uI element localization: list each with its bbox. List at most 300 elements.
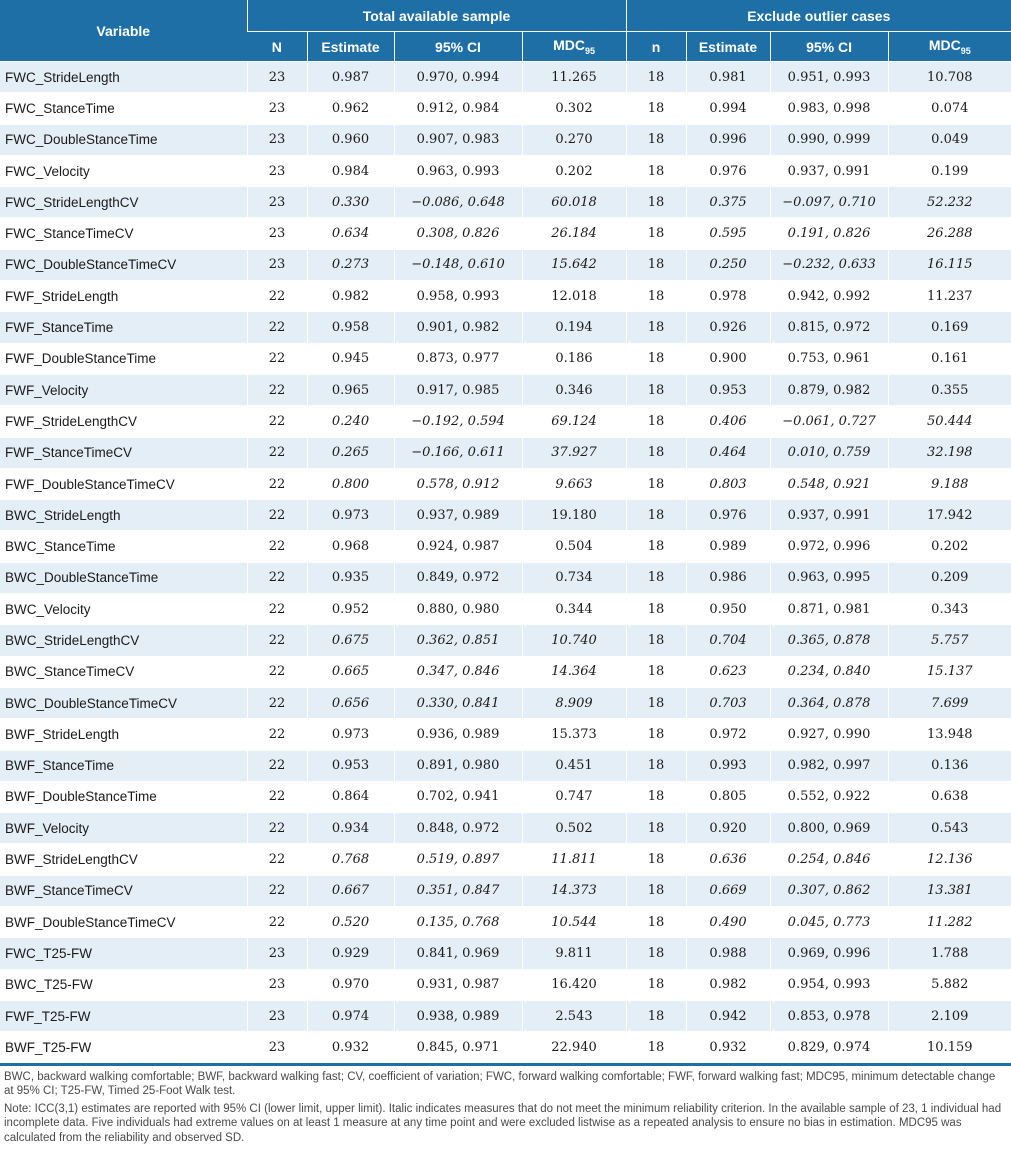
cell-variable: BWF_Velocity <box>0 813 247 844</box>
cell-n-exclude: 18 <box>626 468 686 499</box>
cell-estimate-total: 0.945 <box>307 343 394 374</box>
cell-mdc-total: 0.202 <box>522 155 626 186</box>
cell-ci-exclude: 0.937, 0.991 <box>770 500 888 531</box>
cell-ci-exclude: −0.061, 0.727 <box>770 406 888 437</box>
table-row <box>0 781 1011 812</box>
cell-n-total: 23 <box>247 1032 307 1064</box>
cell-estimate-exclude: 0.982 <box>686 969 770 1000</box>
cell-n-total: 23 <box>247 249 307 280</box>
cell-ci-total: 0.578, 0.912 <box>394 468 522 499</box>
cell-variable: BWC_DoubleStanceTime <box>0 562 247 593</box>
cell-estimate-total: 0.974 <box>307 1000 394 1031</box>
cell-n-exclude: 18 <box>626 155 686 186</box>
cell-estimate-total: 0.665 <box>307 656 394 687</box>
cell-ci-exclude: 0.010, 0.759 <box>770 437 888 468</box>
header-estimate-exclude: Estimate <box>686 32 770 62</box>
cell-estimate-total: 0.634 <box>307 218 394 249</box>
cell-estimate-exclude: 0.989 <box>686 531 770 562</box>
cell-mdc-total: 10.740 <box>522 625 626 656</box>
cell-variable: FWC_DoubleStanceTimeCV <box>0 249 247 280</box>
cell-n-total: 22 <box>247 813 307 844</box>
cell-estimate-exclude: 0.464 <box>686 437 770 468</box>
cell-ci-total: 0.845, 0.971 <box>394 1032 522 1064</box>
cell-mdc-exclude: 0.209 <box>888 562 1011 593</box>
cell-ci-exclude: 0.815, 0.972 <box>770 312 888 343</box>
cell-variable: FWF_DoubleStanceTime <box>0 343 247 374</box>
cell-n-exclude: 18 <box>626 500 686 531</box>
cell-n-exclude: 18 <box>626 750 686 781</box>
cell-mdc-exclude: 9.188 <box>888 468 1011 499</box>
cell-ci-exclude: 0.552, 0.922 <box>770 781 888 812</box>
cell-mdc-exclude: 15.137 <box>888 656 1011 687</box>
cell-mdc-exclude: 0.543 <box>888 813 1011 844</box>
cell-mdc-total: 2.543 <box>522 1000 626 1031</box>
cell-n-exclude: 18 <box>626 625 686 656</box>
cell-mdc-exclude: 0.638 <box>888 781 1011 812</box>
cell-mdc-total: 0.504 <box>522 531 626 562</box>
cell-ci-exclude: 0.191, 0.826 <box>770 218 888 249</box>
cell-variable: BWC_T25-FW <box>0 969 247 1000</box>
cell-ci-total: 0.901, 0.982 <box>394 312 522 343</box>
table-row <box>0 594 1011 625</box>
cell-ci-exclude: 0.045, 0.773 <box>770 907 888 938</box>
cell-variable: FWC_StanceTimeCV <box>0 218 247 249</box>
cell-n-exclude: 18 <box>626 938 686 969</box>
table-row <box>0 844 1011 875</box>
cell-mdc-total: 0.747 <box>522 781 626 812</box>
cell-estimate-total: 0.934 <box>307 813 394 844</box>
cell-mdc-total: 9.663 <box>522 468 626 499</box>
cell-mdc-total: 11.811 <box>522 844 626 875</box>
cell-mdc-exclude: 11.282 <box>888 907 1011 938</box>
cell-ci-total: 0.970, 0.994 <box>394 62 522 93</box>
cell-estimate-exclude: 0.703 <box>686 687 770 718</box>
header-estimate-total: Estimate <box>307 32 394 62</box>
cell-estimate-exclude: 0.993 <box>686 750 770 781</box>
cell-mdc-total: 10.544 <box>522 907 626 938</box>
cell-n-total: 22 <box>247 594 307 625</box>
cell-ci-total: 0.841, 0.969 <box>394 938 522 969</box>
cell-mdc-total: 14.364 <box>522 656 626 687</box>
cell-estimate-exclude: 0.932 <box>686 1032 770 1064</box>
cell-n-exclude: 18 <box>626 437 686 468</box>
cell-variable: BWF_StrideLengthCV <box>0 844 247 875</box>
cell-estimate-total: 0.800 <box>307 468 394 499</box>
table-row <box>0 187 1011 218</box>
cell-ci-exclude: 0.879, 0.982 <box>770 374 888 405</box>
cell-n-total: 22 <box>247 343 307 374</box>
cell-n-total: 22 <box>247 781 307 812</box>
cell-n-exclude: 18 <box>626 281 686 312</box>
cell-n-exclude: 18 <box>626 187 686 218</box>
cell-ci-total: 0.362, 0.851 <box>394 625 522 656</box>
header-mdc-label: MDC <box>553 37 585 53</box>
cell-n-exclude: 18 <box>626 62 686 93</box>
cell-estimate-exclude: 0.972 <box>686 719 770 750</box>
cell-estimate-total: 0.960 <box>307 124 394 155</box>
footnote-note: Note: ICC(3,1) estimates are reported with 95% CI (lower limit, upper limit). Italic indicates measures that do not meet the minimum reliability criterion. In the available sample of 23, 1 individual had incomplete data. Five individuals had extreme values on at least 1 measure at any time point and were excluded listwise as a repeated analysis to ensure no bias in estimation. MDC95 was calculated from the reliability and observed SD. <box>4 1102 1002 1144</box>
cell-n-total: 22 <box>247 687 307 718</box>
cell-mdc-total: 0.194 <box>522 312 626 343</box>
cell-estimate-exclude: 0.595 <box>686 218 770 249</box>
cell-n-exclude: 18 <box>626 781 686 812</box>
table-row <box>0 562 1011 593</box>
cell-variable: BWC_DoubleStanceTimeCV <box>0 687 247 718</box>
cell-estimate-exclude: 0.994 <box>686 93 770 124</box>
cell-mdc-exclude: 0.202 <box>888 531 1011 562</box>
cell-variable: FWF_DoubleStanceTimeCV <box>0 468 247 499</box>
cell-n-total: 22 <box>247 844 307 875</box>
cell-mdc-total: 0.186 <box>522 343 626 374</box>
cell-n-total: 23 <box>247 62 307 93</box>
header-group-total-sample: Total available sample <box>247 0 626 32</box>
table-row <box>0 625 1011 656</box>
table-row <box>0 124 1011 155</box>
cell-estimate-exclude: 0.950 <box>686 594 770 625</box>
cell-estimate-total: 0.935 <box>307 562 394 593</box>
cell-mdc-exclude: 52.232 <box>888 187 1011 218</box>
cell-variable: BWF_StanceTimeCV <box>0 875 247 906</box>
cell-n-exclude: 18 <box>626 1000 686 1031</box>
cell-estimate-exclude: 0.953 <box>686 374 770 405</box>
cell-mdc-total: 0.451 <box>522 750 626 781</box>
cell-estimate-total: 0.958 <box>307 312 394 343</box>
cell-n-exclude: 18 <box>626 312 686 343</box>
cell-estimate-total: 0.973 <box>307 719 394 750</box>
cell-ci-total: 0.308, 0.826 <box>394 218 522 249</box>
table-row <box>0 719 1011 750</box>
cell-mdc-exclude: 1.788 <box>888 938 1011 969</box>
cell-mdc-total: 0.344 <box>522 594 626 625</box>
header-mdc-label: MDC <box>928 37 961 53</box>
cell-mdc-total: 60.018 <box>522 187 626 218</box>
table-row <box>0 218 1011 249</box>
cell-ci-exclude: 0.983, 0.998 <box>770 93 888 124</box>
cell-estimate-exclude: 0.704 <box>686 625 770 656</box>
cell-ci-total: 0.848, 0.972 <box>394 813 522 844</box>
cell-n-exclude: 18 <box>626 719 686 750</box>
cell-estimate-exclude: 0.803 <box>686 468 770 499</box>
header-n-total: N <box>247 32 307 62</box>
cell-variable: BWC_StanceTimeCV <box>0 656 247 687</box>
table-row <box>0 468 1011 499</box>
cell-mdc-exclude: 5.882 <box>888 969 1011 1000</box>
table-row <box>0 374 1011 405</box>
cell-estimate-total: 0.929 <box>307 938 394 969</box>
cell-estimate-total: 0.965 <box>307 374 394 405</box>
cell-ci-total: 0.135, 0.768 <box>394 907 522 938</box>
cell-estimate-exclude: 0.976 <box>686 500 770 531</box>
cell-mdc-total: 12.018 <box>522 281 626 312</box>
table-row <box>0 343 1011 374</box>
table-row <box>0 938 1011 969</box>
cell-mdc-exclude: 5.757 <box>888 625 1011 656</box>
cell-variable: BWF_StrideLength <box>0 719 247 750</box>
cell-n-exclude: 18 <box>626 343 686 374</box>
cell-mdc-exclude: 12.136 <box>888 844 1011 875</box>
header-mdc-exclude <box>888 32 1011 62</box>
cell-estimate-total: 0.970 <box>307 969 394 1000</box>
table-row <box>0 249 1011 280</box>
cell-n-total: 22 <box>247 312 307 343</box>
cell-estimate-total: 0.273 <box>307 249 394 280</box>
cell-estimate-exclude: 0.986 <box>686 562 770 593</box>
table-row <box>0 656 1011 687</box>
cell-n-total: 22 <box>247 500 307 531</box>
cell-ci-exclude: 0.307, 0.862 <box>770 875 888 906</box>
table-row <box>0 750 1011 781</box>
cell-ci-total: 0.702, 0.941 <box>394 781 522 812</box>
cell-mdc-exclude: 50.444 <box>888 406 1011 437</box>
cell-estimate-exclude: 0.623 <box>686 656 770 687</box>
table-footnotes <box>0 1066 1011 1146</box>
cell-ci-exclude: 0.234, 0.840 <box>770 656 888 687</box>
cell-mdc-exclude: 0.355 <box>888 374 1011 405</box>
cell-mdc-total: 0.734 <box>522 562 626 593</box>
cell-ci-total: 0.351, 0.847 <box>394 875 522 906</box>
cell-estimate-total: 0.520 <box>307 907 394 938</box>
header-mdc-subscript: 95 <box>584 46 595 56</box>
table-row <box>0 93 1011 124</box>
header-variable: Variable <box>0 0 247 62</box>
cell-variable: BWC_StrideLengthCV <box>0 625 247 656</box>
cell-variable: FWF_StanceTime <box>0 312 247 343</box>
table-row <box>0 813 1011 844</box>
cell-n-exclude: 18 <box>626 562 686 593</box>
cell-mdc-exclude: 11.237 <box>888 281 1011 312</box>
cell-estimate-total: 0.984 <box>307 155 394 186</box>
cell-estimate-exclude: 0.375 <box>686 187 770 218</box>
cell-mdc-total: 11.265 <box>522 62 626 93</box>
cell-mdc-exclude: 7.699 <box>888 687 1011 718</box>
cell-estimate-exclude: 0.636 <box>686 844 770 875</box>
cell-estimate-exclude: 0.996 <box>686 124 770 155</box>
table-row <box>0 281 1011 312</box>
cell-mdc-total: 0.302 <box>522 93 626 124</box>
cell-variable: FWF_StrideLengthCV <box>0 406 247 437</box>
cell-estimate-total: 0.982 <box>307 281 394 312</box>
cell-ci-total: 0.519, 0.897 <box>394 844 522 875</box>
cell-n-total: 23 <box>247 124 307 155</box>
cell-n-total: 22 <box>247 531 307 562</box>
table-row <box>0 312 1011 343</box>
cell-ci-exclude: 0.254, 0.846 <box>770 844 888 875</box>
cell-mdc-exclude: 0.074 <box>888 93 1011 124</box>
cell-estimate-total: 0.968 <box>307 531 394 562</box>
cell-n-exclude: 18 <box>626 594 686 625</box>
table-body <box>0 62 1011 1065</box>
cell-estimate-exclude: 0.900 <box>686 343 770 374</box>
cell-estimate-exclude: 0.406 <box>686 406 770 437</box>
cell-n-exclude: 18 <box>626 907 686 938</box>
cell-mdc-total: 8.909 <box>522 687 626 718</box>
cell-estimate-total: 0.952 <box>307 594 394 625</box>
cell-n-exclude: 18 <box>626 374 686 405</box>
cell-mdc-exclude: 0.161 <box>888 343 1011 374</box>
cell-variable: FWF_StrideLength <box>0 281 247 312</box>
cell-ci-exclude: −0.232, 0.633 <box>770 249 888 280</box>
cell-ci-total: −0.166, 0.611 <box>394 437 522 468</box>
table-row <box>0 437 1011 468</box>
cell-estimate-total: 0.240 <box>307 406 394 437</box>
cell-mdc-exclude: 10.708 <box>888 62 1011 93</box>
footnote-abbreviations: BWC, backward walking comfortable; BWF, backward walking fast; CV, coefficient of variation; FWC, forward walking comfortable; FWF, forward walking fast; MDC95, minimum detectable change at 95% CI; T25-FW, Timed 25-Foot Walk test. <box>4 1070 996 1097</box>
cell-mdc-total: 0.270 <box>522 124 626 155</box>
header-mdc-subscript: 95 <box>960 46 971 56</box>
cell-estimate-exclude: 0.920 <box>686 813 770 844</box>
table-row <box>0 969 1011 1000</box>
cell-ci-total: 0.907, 0.983 <box>394 124 522 155</box>
cell-ci-total: 0.891, 0.980 <box>394 750 522 781</box>
cell-n-total: 22 <box>247 281 307 312</box>
cell-mdc-total: 15.373 <box>522 719 626 750</box>
cell-estimate-exclude: 0.490 <box>686 907 770 938</box>
cell-n-exclude: 18 <box>626 844 686 875</box>
cell-estimate-exclude: 0.942 <box>686 1000 770 1031</box>
table-row <box>0 907 1011 938</box>
cell-mdc-total: 37.927 <box>522 437 626 468</box>
cell-ci-exclude: 0.365, 0.878 <box>770 625 888 656</box>
cell-n-exclude: 18 <box>626 656 686 687</box>
cell-ci-total: −0.086, 0.648 <box>394 187 522 218</box>
cell-ci-exclude: 0.548, 0.921 <box>770 468 888 499</box>
cell-mdc-total: 0.502 <box>522 813 626 844</box>
cell-n-total: 22 <box>247 907 307 938</box>
cell-mdc-total: 26.184 <box>522 218 626 249</box>
cell-estimate-exclude: 0.805 <box>686 781 770 812</box>
cell-estimate-exclude: 0.250 <box>686 249 770 280</box>
cell-ci-total: 0.924, 0.987 <box>394 531 522 562</box>
cell-ci-total: 0.937, 0.989 <box>394 500 522 531</box>
cell-ci-exclude: 0.937, 0.991 <box>770 155 888 186</box>
cell-mdc-total: 16.420 <box>522 969 626 1000</box>
cell-mdc-total: 0.346 <box>522 374 626 405</box>
cell-estimate-exclude: 0.981 <box>686 62 770 93</box>
cell-estimate-total: 0.987 <box>307 62 394 93</box>
table-header <box>0 0 1011 62</box>
cell-variable: BWF_DoubleStanceTime <box>0 781 247 812</box>
cell-variable: BWC_StrideLength <box>0 500 247 531</box>
table-row <box>0 406 1011 437</box>
cell-ci-exclude: 0.853, 0.978 <box>770 1000 888 1031</box>
cell-estimate-total: 0.656 <box>307 687 394 718</box>
cell-ci-exclude: 0.753, 0.961 <box>770 343 888 374</box>
cell-mdc-exclude: 32.198 <box>888 437 1011 468</box>
cell-variable: FWC_T25-FW <box>0 938 247 969</box>
header-n-exclude: n <box>626 32 686 62</box>
cell-ci-exclude: 0.963, 0.995 <box>770 562 888 593</box>
cell-ci-total: −0.192, 0.594 <box>394 406 522 437</box>
cell-variable: BWF_StanceTime <box>0 750 247 781</box>
cell-mdc-exclude: 16.115 <box>888 249 1011 280</box>
cell-ci-exclude: 0.990, 0.999 <box>770 124 888 155</box>
cell-n-exclude: 18 <box>626 218 686 249</box>
cell-n-total: 22 <box>247 875 307 906</box>
cell-n-total: 22 <box>247 437 307 468</box>
cell-n-total: 22 <box>247 656 307 687</box>
cell-n-exclude: 18 <box>626 406 686 437</box>
cell-mdc-total: 69.124 <box>522 406 626 437</box>
cell-ci-exclude: −0.097, 0.710 <box>770 187 888 218</box>
cell-n-exclude: 18 <box>626 249 686 280</box>
cell-ci-total: 0.936, 0.989 <box>394 719 522 750</box>
cell-n-total: 23 <box>247 187 307 218</box>
cell-mdc-exclude: 17.942 <box>888 500 1011 531</box>
table-row <box>0 1032 1011 1064</box>
cell-ci-total: 0.917, 0.985 <box>394 374 522 405</box>
cell-mdc-total: 9.811 <box>522 938 626 969</box>
cell-variable: BWF_DoubleStanceTimeCV <box>0 907 247 938</box>
cell-n-total: 23 <box>247 1000 307 1031</box>
cell-n-total: 22 <box>247 468 307 499</box>
cell-variable: FWF_Velocity <box>0 374 247 405</box>
cell-n-total: 23 <box>247 938 307 969</box>
cell-estimate-total: 0.667 <box>307 875 394 906</box>
cell-n-exclude: 18 <box>626 813 686 844</box>
cell-n-exclude: 18 <box>626 969 686 1000</box>
cell-ci-total: 0.873, 0.977 <box>394 343 522 374</box>
cell-estimate-total: 0.330 <box>307 187 394 218</box>
cell-ci-total: 0.958, 0.993 <box>394 281 522 312</box>
cell-ci-exclude: 0.942, 0.992 <box>770 281 888 312</box>
cell-mdc-total: 14.373 <box>522 875 626 906</box>
cell-ci-total: −0.148, 0.610 <box>394 249 522 280</box>
cell-estimate-exclude: 0.669 <box>686 875 770 906</box>
cell-ci-total: 0.330, 0.841 <box>394 687 522 718</box>
cell-estimate-total: 0.768 <box>307 844 394 875</box>
cell-n-total: 22 <box>247 562 307 593</box>
cell-n-exclude: 18 <box>626 531 686 562</box>
cell-variable: FWC_StrideLength <box>0 62 247 93</box>
cell-ci-total: 0.963, 0.993 <box>394 155 522 186</box>
cell-estimate-total: 0.675 <box>307 625 394 656</box>
cell-ci-exclude: 0.927, 0.990 <box>770 719 888 750</box>
cell-n-total: 23 <box>247 969 307 1000</box>
table-row <box>0 531 1011 562</box>
cell-n-total: 23 <box>247 155 307 186</box>
cell-ci-total: 0.938, 0.989 <box>394 1000 522 1031</box>
cell-estimate-total: 0.864 <box>307 781 394 812</box>
cell-n-total: 22 <box>247 625 307 656</box>
cell-mdc-exclude: 13.948 <box>888 719 1011 750</box>
cell-estimate-total: 0.265 <box>307 437 394 468</box>
table-row <box>0 62 1011 93</box>
cell-mdc-exclude: 2.109 <box>888 1000 1011 1031</box>
cell-mdc-total: 15.642 <box>522 249 626 280</box>
cell-ci-exclude: 0.951, 0.993 <box>770 62 888 93</box>
cell-mdc-total: 19.180 <box>522 500 626 531</box>
cell-n-total: 23 <box>247 93 307 124</box>
cell-ci-exclude: 0.954, 0.993 <box>770 969 888 1000</box>
cell-mdc-exclude: 0.049 <box>888 124 1011 155</box>
cell-ci-exclude: 0.871, 0.981 <box>770 594 888 625</box>
cell-variable: FWC_StanceTime <box>0 93 247 124</box>
cell-variable: FWC_StrideLengthCV <box>0 187 247 218</box>
cell-ci-exclude: 0.829, 0.974 <box>770 1032 888 1064</box>
header-ci-exclude: 95% CI <box>770 32 888 62</box>
cell-n-total: 23 <box>247 218 307 249</box>
cell-ci-exclude: 0.972, 0.996 <box>770 531 888 562</box>
table-row <box>0 155 1011 186</box>
cell-mdc-exclude: 0.136 <box>888 750 1011 781</box>
cell-n-total: 22 <box>247 750 307 781</box>
cell-mdc-exclude: 0.169 <box>888 312 1011 343</box>
cell-variable: BWC_Velocity <box>0 594 247 625</box>
cell-mdc-exclude: 0.343 <box>888 594 1011 625</box>
table-row <box>0 687 1011 718</box>
cell-ci-exclude: 0.800, 0.969 <box>770 813 888 844</box>
cell-estimate-total: 0.953 <box>307 750 394 781</box>
